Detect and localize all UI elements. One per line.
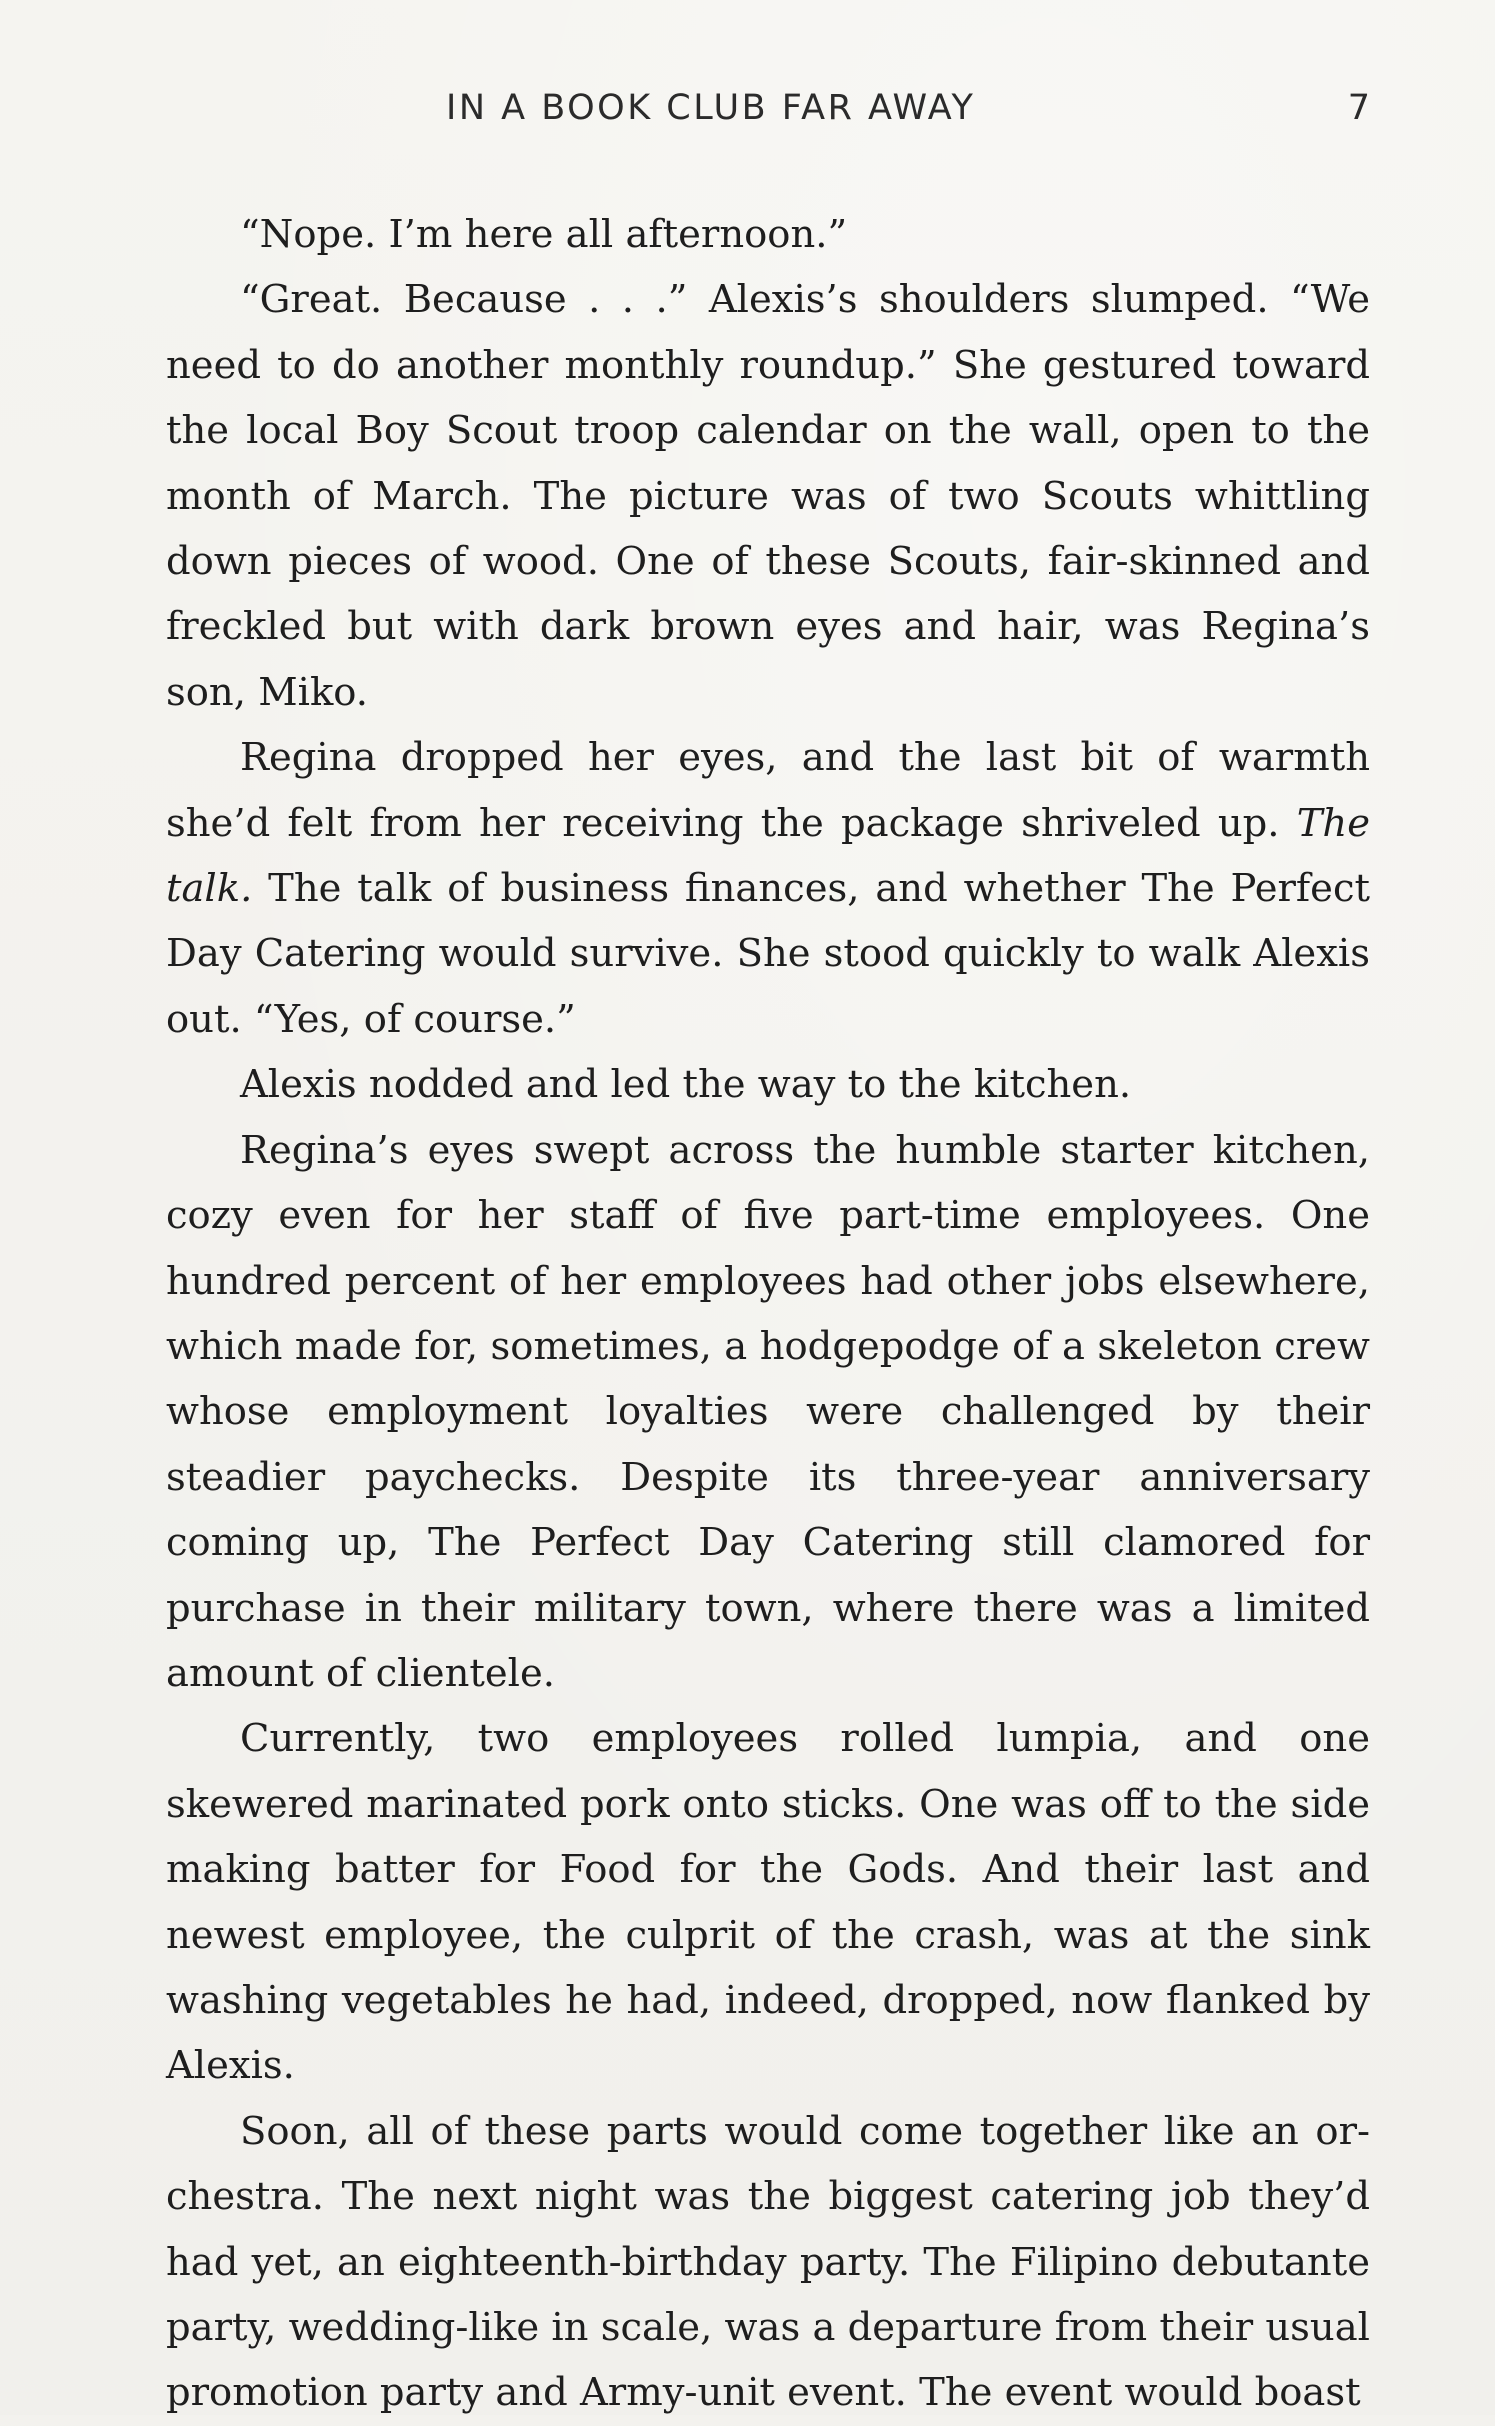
running-header	[166, 88, 1370, 138]
page-number: 7	[1347, 88, 1370, 128]
body-text	[166, 202, 1370, 2426]
paragraph: “Great. Because . . .” Alexis’s shoulders slumped. “We need to do another monthly roundup.” She gestured toward the local Boy Scout troop calendar on the wall, open to the month of March. The picture was of two Scouts whittling down pieces of wood. One of these Scouts, fair-skinned and freckled but with dark brown eyes and hair, was Regina’s son, Miko.	[166, 277, 1370, 715]
paragraph: Currently, two employees rolled lumpia, and one skewered marinated pork onto sticks. One was off to the side making batter for Food for the Gods. And their last and newest employee, the culprit of the crash, was at the sink washing vegetables he had, indeed, dropped, now flanked by Alexis.	[166, 1716, 1370, 2089]
paragraph-text: The talk of business finances, and whether The Perfect Day Catering would survive. She stood quickly to walk Alexis out. “Yes, of course.”	[166, 866, 1370, 1042]
emphasized-text: The talk.	[166, 800, 1370, 912]
paragraph	[166, 725, 1370, 1052]
running-title: IN A BOOK CLUB FAR AWAY	[446, 88, 976, 128]
paragraph-text: Regina dropped her eyes, and the last bit of warmth she’d felt from her receiving the package shriveled up.	[166, 735, 1370, 846]
paragraph: Regina’s eyes swept across the humble starter kitchen, cozy even for her staff of five part-time employees. One hundred percent of her employees had other jobs elsewhere, which made for, sometimes, a hodgepodge of a skeleton crew whose employment loyalties were challenged by their steadier paychecks. Despite its three-year anniversary coming up, The Perfect Day Catering still clamored for purchase in their military town, where there was a limited amount of clientele.	[166, 1127, 1370, 1696]
paragraph: Soon, all of these parts would come together like an orchestra. The next night was the biggest catering job they’d had yet, an eighteenth-birthday party. The Filipino debutante party, wedding-like in scale, was a departure from their usual promotion party and Army-unit event. The event would boast	[166, 2108, 1370, 2416]
paragraph: “Nope. I’m here all afternoon.”	[240, 212, 848, 257]
paragraph: Alexis nodded and led the way to the kitchen.	[240, 1062, 1132, 1108]
